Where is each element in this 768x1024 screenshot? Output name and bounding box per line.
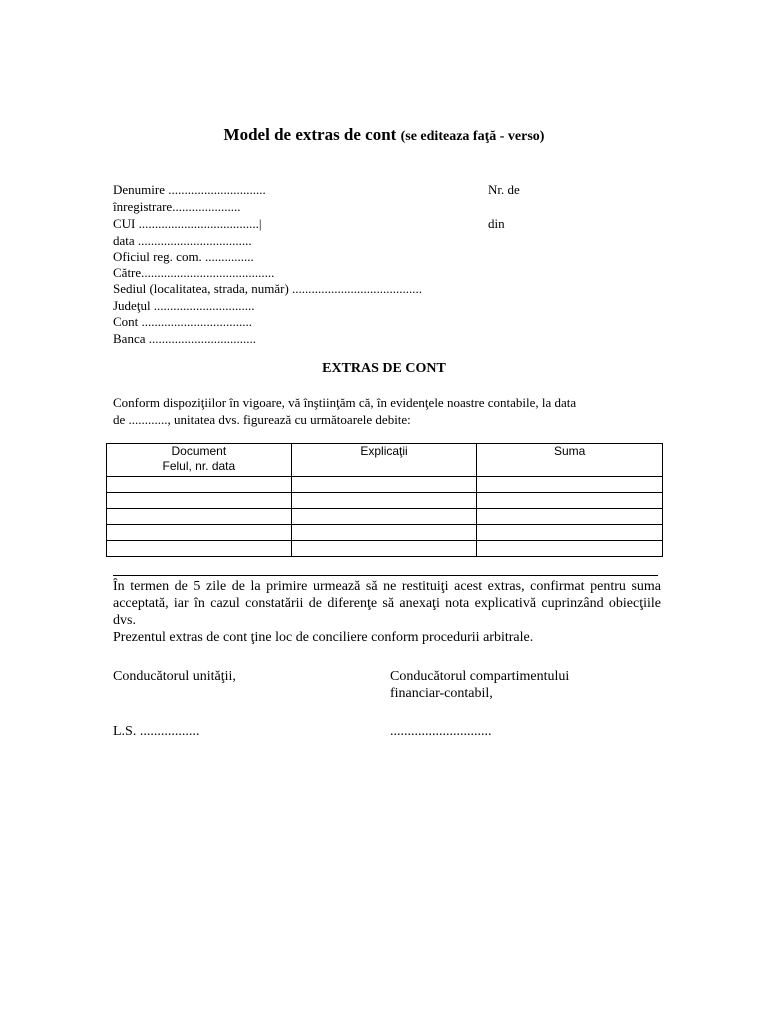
notice-paragraph-2: Prezentul extras de cont ţine loc de conciliere conform procedurii arbitrale. bbox=[113, 630, 534, 645]
table-row bbox=[107, 525, 663, 541]
field-cont: Cont .................................. bbox=[113, 314, 253, 329]
signature-right-dots: ............................. bbox=[390, 724, 492, 739]
header-document bbox=[107, 444, 292, 477]
debits-table bbox=[106, 443, 663, 557]
field-cui: CUI .....................................| bbox=[113, 216, 262, 231]
field-din: din bbox=[488, 216, 505, 231]
header-suma: Suma bbox=[477, 444, 663, 477]
field-denumire: Denumire .............................. bbox=[113, 182, 266, 197]
table-cell bbox=[477, 525, 663, 541]
separator-line bbox=[113, 575, 658, 576]
field-nr-de: Nr. de bbox=[488, 182, 520, 197]
field-judetul: Judeţul ............................... bbox=[113, 298, 255, 313]
signature-right-line-1: Conducătorul compartimentului bbox=[390, 669, 570, 684]
table-cell bbox=[291, 493, 477, 509]
field-banca: Banca ................................. bbox=[113, 331, 256, 346]
table-row bbox=[107, 509, 663, 525]
signature-right-line-2: financiar-contabil, bbox=[390, 686, 493, 701]
table-row bbox=[107, 541, 663, 557]
field-sediul: Sediul (localitatea, strada, număr) ........................................ bbox=[113, 281, 423, 296]
table-cell bbox=[291, 477, 477, 493]
signature-left-label: Conducătorul unităţii, bbox=[113, 669, 236, 684]
header-document-line-1: Document bbox=[171, 444, 227, 458]
table-cell bbox=[107, 541, 292, 557]
intro-line-2: de ............, unitatea dvs. figurează cu următoarele debite: bbox=[113, 412, 411, 427]
table-cell bbox=[477, 541, 663, 557]
intro-text bbox=[113, 394, 633, 428]
table-cell bbox=[477, 493, 663, 509]
table-cell bbox=[477, 477, 663, 493]
field-inregistrare: înregistrare..................... bbox=[113, 199, 241, 214]
title-main: Model de extras de cont bbox=[223, 125, 397, 144]
field-data: data ................................... bbox=[113, 233, 252, 248]
table-row bbox=[107, 477, 663, 493]
table-cell bbox=[107, 525, 292, 541]
header-document-line-2: Felul, nr. data bbox=[162, 459, 236, 473]
field-oficiul: Oficiul reg. com. ............... bbox=[113, 249, 254, 264]
section-title: EXTRAS DE CONT bbox=[322, 361, 446, 376]
table-cell bbox=[291, 509, 477, 525]
notice-text bbox=[113, 578, 661, 646]
intro-line-1: Conform dispoziţiilor în vigoare, vă înştiinţăm că, în evidenţele noastre contabile, la data bbox=[113, 395, 577, 410]
signature-ls: L.S. ................. bbox=[113, 724, 200, 739]
table-cell bbox=[477, 509, 663, 525]
table-cell bbox=[291, 525, 477, 541]
title-note: (se editeaza faţă - verso) bbox=[400, 129, 545, 144]
document-title bbox=[0, 125, 768, 145]
table-cell bbox=[107, 477, 292, 493]
table-row bbox=[107, 493, 663, 509]
field-catre: Către......................................... bbox=[113, 265, 275, 280]
table-cell bbox=[291, 541, 477, 557]
header-explicatii: Explicaţii bbox=[291, 444, 477, 477]
signature-right-label bbox=[390, 668, 569, 702]
table-cell bbox=[107, 493, 292, 509]
table-cell bbox=[107, 509, 292, 525]
table-header-row bbox=[107, 444, 663, 477]
notice-paragraph-1: În termen de 5 zile de la primire urmează să ne restituiţi acest extras, confirmat pentru suma acceptată, iar în cazul constatării de diferenţe să anexaţi nota explicativă cuprinzând obiecţiile dvs. bbox=[113, 579, 661, 628]
